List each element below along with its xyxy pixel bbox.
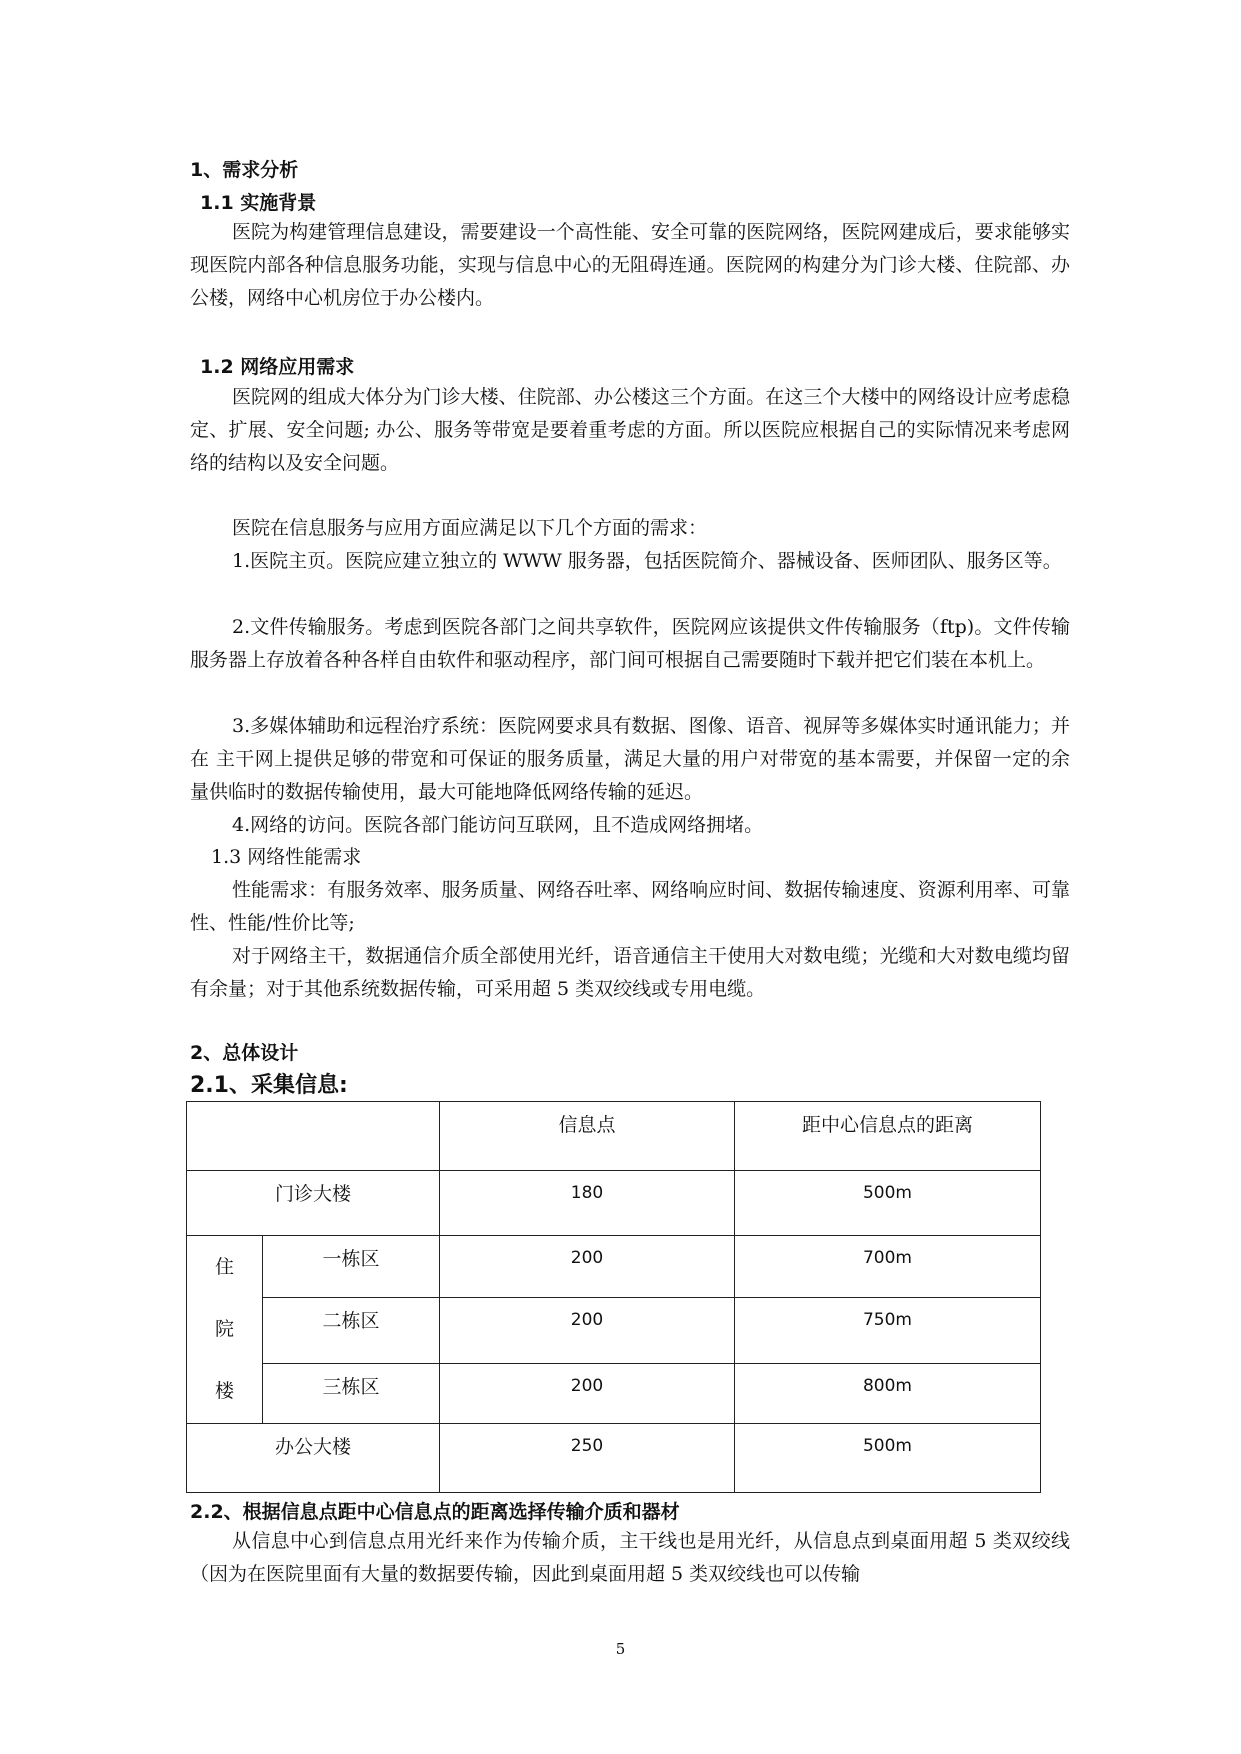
table-header-empty <box>187 1102 440 1171</box>
paragraph-performance: 性能需求：有服务效率、服务质量、网络吞吐率、网络响应时间、数据传输速度、资源利用率、可靠性、性能/性价比等; <box>190 879 1070 934</box>
cell-distance: 500m <box>735 1171 1041 1236</box>
paragraph-transmission-media: 从信息中心到信息点用光纤来作为传输介质，主干线也是用光纤，从信息点到桌面用超 5 类双绞线（因为在医院里面有大量的数据要传输，因此到桌面用超 5 类双绞线也可以传输 <box>190 1530 1070 1585</box>
paragraph-network-requirements: 医院网的组成大体分为门诊大楼、住院部、办公楼这三个方面。在这三个大楼中的网络设计应考虑稳定、扩展、安全问题; 办公、服务等带宽是要着重考虑的方面。所以医院应根据自己的实际情况来考虑网络的结构以及安全问题。 <box>190 386 1070 474</box>
paragraph-service-intro: 医院在信息服务与应用方面应满足以下几个方面的需求： <box>232 517 708 539</box>
cell-distance: 500m <box>735 1424 1041 1493</box>
row-label-building-1: 一栋区 <box>263 1236 440 1298</box>
table-row <box>187 1297 1041 1363</box>
subsection-heading-2-2: 2.2、根据信息点距中心信息点的距离选择传输介质和器材 <box>190 1501 680 1523</box>
subsection-heading-1-1: 1.1 实施背景 <box>200 192 317 214</box>
table-row <box>187 1236 1041 1298</box>
subsection-heading-2-1: 2.1、采集信息: <box>190 1073 348 1098</box>
row-label-outpatient: 门诊大楼 <box>187 1171 440 1236</box>
table-row <box>187 1171 1041 1236</box>
paragraph-background: 医院为构建管理信息建设，需要建设一个高性能、安全可靠的医院网络，医院网建成后，要求能够实现医院内部各种信息服务功能，实现与信息中心的无阻碍连通。医院网的构建分为门诊大楼、住院部、办公楼，网络中心机房位于办公楼内。 <box>190 221 1070 309</box>
cell-info: 200 <box>440 1364 735 1424</box>
subsection-heading-1-2: 1.2 网络应用需求 <box>200 356 355 378</box>
inpatient-char-1: 住 <box>214 1256 234 1278</box>
cell-info: 180 <box>440 1171 735 1236</box>
paragraph-item-3: 3.多媒体辅助和远程治疗系统：医院网要求具有数据、图像、语音、视屏等多媒体实时通讯能力；并在 主干网上提供足够的带宽和可保证的服务质量，满足大量的用户对带宽的基本需要，并保留一定的余量供临时的数据传输使用，最大可能地降低网络传输的延迟。 <box>190 715 1070 803</box>
subsection-heading-1-3: 1.3 网络性能需求 <box>211 846 362 868</box>
page-number: 5 <box>615 1640 626 1658</box>
table-row <box>187 1364 1041 1424</box>
paragraph-backbone: 对于网络主干，数据通信介质全部使用光纤，语音通信主干使用大对数电缆；光缆和大对数电缆均留有余量；对于其他系统数据传输，可采用超 5 类双绞线或专用电缆。 <box>190 945 1070 1000</box>
cell-info: 200 <box>440 1297 735 1363</box>
section-heading-2: 2、总体设计 <box>190 1042 299 1064</box>
row-label-office: 办公大楼 <box>187 1424 440 1493</box>
cell-info: 250 <box>440 1424 735 1493</box>
inpatient-char-3: 楼 <box>214 1380 234 1402</box>
cell-distance: 800m <box>735 1364 1041 1424</box>
table-header-distance: 距中心信息点的距离 <box>735 1102 1041 1171</box>
paragraph-item-1: 1.医院主页。医院应建立独立的 WWW 服务器，包括医院简介、器械设备、医师团队、服务区等。 <box>232 550 1062 572</box>
paragraph-item-4: 4.网络的访问。医院各部门能访问互联网，且不造成网络拥堵。 <box>232 814 764 836</box>
cell-distance: 750m <box>735 1297 1041 1363</box>
cell-info: 200 <box>440 1236 735 1298</box>
row-label-inpatient <box>187 1236 263 1424</box>
inpatient-char-2: 院 <box>214 1318 234 1340</box>
section-heading-1: 1、需求分析 <box>190 159 299 181</box>
table-row <box>187 1424 1041 1493</box>
paragraph-item-2: 2.文件传输服务。考虑到医院各部门之间共享软件，医院网应该提供文件传输服务（ftp)。文件传输服务器上存放着各种各样自由软件和驱动程序，部门间可根据自己需要随时下载并把它们装在本机上。 <box>190 616 1070 671</box>
row-label-building-2: 二栋区 <box>263 1297 440 1363</box>
table-header-info-points: 信息点 <box>440 1102 735 1171</box>
row-label-building-3: 三栋区 <box>263 1364 440 1424</box>
info-point-table <box>186 1101 1040 1489</box>
cell-distance: 700m <box>735 1236 1041 1298</box>
